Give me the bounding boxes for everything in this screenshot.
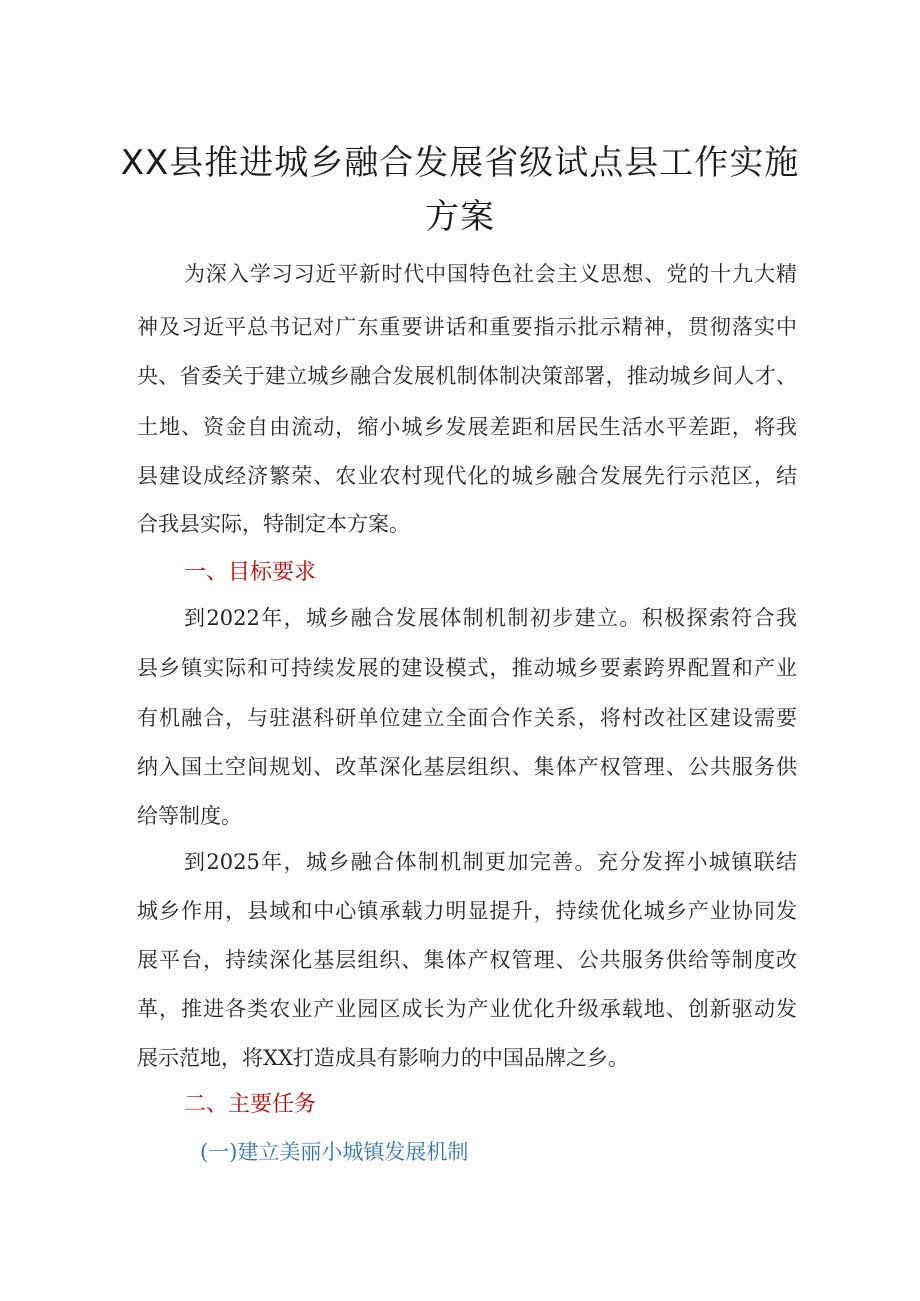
goals-paragraph-line: 城乡作用，县域和中心镇承载力明显提升，持续优化城乡产业协同发 [137,899,797,923]
section-heading-tasks: 二、主要任务 [184,1092,317,1117]
goals-paragraph-line: 有机融合，与驻湛科研单位建立全面合作关系，将村改社区建设需要 [137,706,797,730]
goals-paragraph-line: 县乡镇实际和可持续发展的建设模式，推动城乡要素跨界配置和产业 [137,656,797,680]
document-title-line-1: XX县推进城乡融合发展省级试点县工作实施 [120,143,800,183]
goals-paragraph-line: 展示范地，将XX打造成具有影响力的中国品牌之乡。 [137,1046,629,1070]
intro-paragraph-line: 央、省委关于建立城乡融合发展机制体制决策部署，推动城乡间人才、 [137,364,797,388]
goals-paragraph-line: 革，推进各类农业产业园区成长为产业优化升级承载地、创新驱动发 [137,997,797,1021]
goals-paragraph-line: 纳入国土空间规划、改革深化基层组织、集体产权管理、公共服务供 [137,755,797,779]
intro-paragraph-line: 土地、资金自由流动，缩小城乡发展差距和居民生活水平差距，将我 [137,415,797,439]
intro-paragraph-line: 合我县实际，特制定本方案。 [137,512,410,536]
intro-paragraph-line: 县建设成经济繁荣、农业农村现代化的城乡融合发展先行示范区，结 [137,464,797,488]
goals-paragraph-line: 给等制度。 [137,804,242,828]
goals-paragraph-line: 展平台，持续深化基层组织、集体产权管理、公共服务供给等制度改 [137,948,797,972]
intro-paragraph-line: 为深入学习习近平新时代中国特色社会主义思想、党的十九大精 [184,262,797,286]
section-heading-goals: 一、目标要求 [184,560,317,585]
intro-paragraph-line: 神及习近平总书记对广东重要讲话和重要指示批示精神，贯彻落实中 [137,315,797,339]
goals-paragraph-line: 到2025年，城乡融合体制机制更加完善。充分发挥小城镇联结 [184,850,797,874]
subsection-heading-small-town: (一)建立美丽小城镇发展机制 [200,1140,469,1164]
goals-paragraph-line: 到2022年，城乡融合发展体制机制初步建立。积极探索符合我 [184,606,797,630]
document-title-line-2: 方案 [425,197,495,237]
